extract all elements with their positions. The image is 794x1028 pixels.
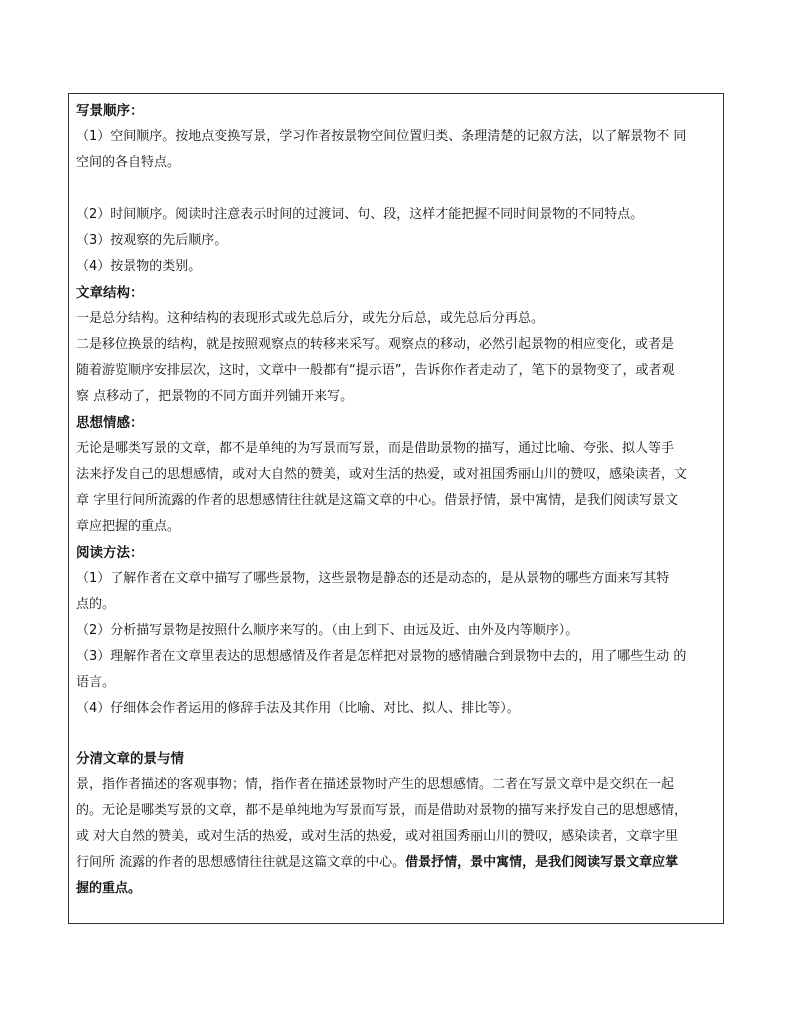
method-line-6: （4）仔细体会作者运用的修辞手法及其作用（比喻、对比、拟人、排比等）。 (76, 701, 520, 716)
method-line-2: 点的。 (76, 597, 116, 612)
method-line-3: （2）分析描写景物是按照什么顺序来写的。（由上到下、由远及近、由外及内等顺序）。 (76, 623, 579, 638)
scene-bold-emphasis-end: 握的重点。 (76, 881, 142, 896)
scene-bold-emphasis: 借景抒情，景中寓情，是我们阅读写景文章应掌 (405, 855, 679, 870)
scene-line-2: 的。无论是哪类写景的文章，都不是单纯地为写景而写景，而是借助对景物的描写来抒发自己的思想感情， (76, 803, 688, 818)
structure-line-3: 随着游览顺序安排层次，这时，文章中一般都有“提示语”，告诉你作者走动了，笔下的景物变了，或者观 (76, 363, 675, 378)
heading-emotion: 思想情感： (76, 415, 144, 431)
order-line-4: （3）按观察的先后顺序。 (76, 233, 228, 248)
scene-line-4 (76, 850, 715, 876)
order-line-2: 空间的各自特点。 (76, 155, 181, 170)
method-line-5: 语言。 (76, 675, 116, 690)
order-line-5: （4）按景物的类别。 (76, 259, 202, 274)
emotion-line-3: 章 字里行间所流露的作者的思想感情往往就是这篇文章的中心。借景抒情，景中寓情，是我们阅读写景文 (76, 493, 679, 508)
order-line-1: （1）空间顺序。按地点变换写景，学习作者按景物空间位置归类、条理清楚的记叙方法，以了解景物不 同 (76, 129, 687, 144)
spacer (76, 722, 715, 746)
scene-line-5 (76, 876, 715, 902)
structure-line-4: 察 点移动了，把景物的不同方面并列铺开来写。 (76, 389, 354, 404)
scene-line-4-text: 行间所 流露的作者的思想感情往往就是这篇文章的中心。 (76, 855, 406, 870)
heading-structure: 文章结构： (76, 285, 144, 301)
scene-line-3: 或 对大自然的赞美，或对生活的热爱，或对生活的热爱，或对祖国秀丽山川的赞叹，感染读者，文章字里 (76, 829, 679, 844)
emotion-line-2: 法来抒发自己的思想感情，或对大自然的赞美，或对生活的热爱，或对祖国秀丽山川的赞叹，感染读者，文 (76, 467, 688, 482)
scene-line-1: 景，指作者描述的客观事物；情，指作者在描述景物时产生的思想感情。二者在写景文章中是交织在一起 (76, 777, 675, 792)
order-line-3: （2）时间顺序。阅读时注意表示时间的过渡词、句、段，这样才能把握不同时间景物的不同特点。 (76, 207, 644, 222)
content-box (68, 93, 724, 924)
spacer (76, 176, 715, 202)
structure-line-1: 一是总分结构。这种结构的表现形式或先总后分，或先分后总，或先总后分再总。 (76, 311, 545, 326)
heading-method: 阅读方法： (76, 545, 144, 561)
method-line-1: （1）了解作者在文章中描写了哪些景物，这些景物是静态的还是动态的，是从景物的哪些方面来写其特 (76, 571, 670, 586)
heading-order: 写景顺序： (76, 103, 144, 119)
emotion-line-4: 章应把握的重点。 (76, 519, 181, 534)
method-line-4: （3）理解作者在文章里表达的思想感情及作者是怎样把对景物的感情融合到景物中去的，用了哪些生动 的 (76, 649, 687, 664)
heading-scene: 分清文章的景与情 (76, 751, 184, 767)
emotion-line-1: 无论是哪类写景的文章，都不是单纯的为写景而写景，而是借助景物的描写，通过比喻、夸张、拟人等手 (76, 441, 675, 456)
structure-line-2: 二是移位换景的结构，就是按照观察点的转移来采写。观察点的移动，必然引起景物的相应变化，或者是 (76, 337, 675, 352)
